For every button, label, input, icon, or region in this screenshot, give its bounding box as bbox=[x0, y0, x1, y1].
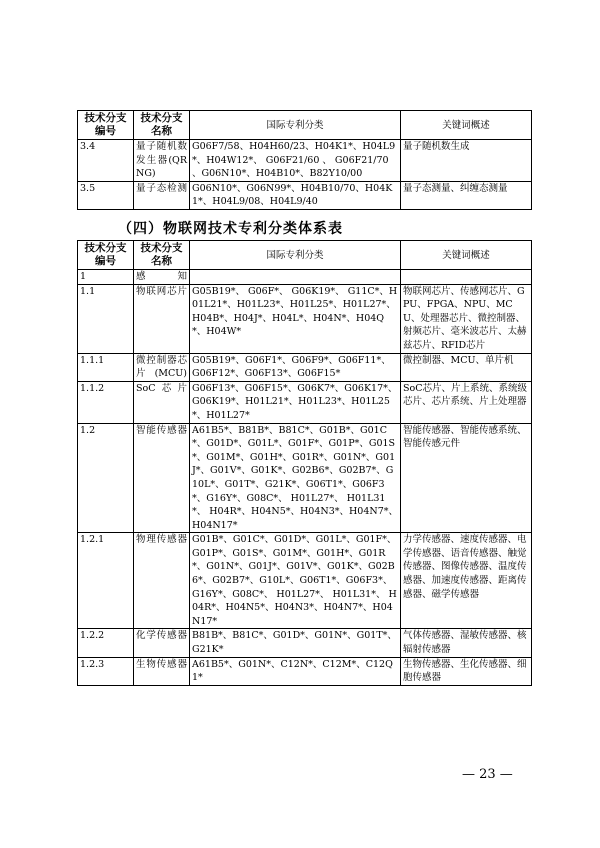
cell-branch-code: 1.2.1 bbox=[78, 533, 134, 629]
cell-branch-name: 微控制器芯片(MCU) bbox=[134, 353, 190, 381]
table-header-row bbox=[78, 111, 532, 140]
cell-branch-code: 1.1 bbox=[78, 284, 134, 353]
header-keywords: 关键词概述 bbox=[401, 111, 532, 140]
cell-branch-name: 量子态检测 bbox=[134, 181, 190, 209]
cell-keywords: 物联网芯片、传感网芯片、GPU、FPGA、NPU、MCU、处理器芯片、微控制器、射频芯片、毫米波芯片、太赫兹芯片、RFID芯片 bbox=[401, 284, 532, 353]
cell-branch-code: 1 bbox=[78, 270, 134, 285]
cell-branch-code: 1.2.2 bbox=[78, 629, 134, 657]
cell-keywords: SoC芯片、片上系统、系统级芯片、芯片系统、片上处理器 bbox=[401, 381, 532, 423]
cell-ipc: G05B19*、 G06F*、 G06K19*、 G11C*、H01L21*、H01L23*、H01L25*、H01L27*、H04B*、H04J*、H04L*、H04N*、H04Q*、H04W* bbox=[190, 284, 401, 353]
cell-branch-code: 1.2.3 bbox=[78, 657, 134, 685]
page-number: — 23 — bbox=[462, 767, 513, 782]
cell-ipc: G06F7/58、H04H60/23、H04K1*、H04L9*、H04W12*、 G06F21/60 、 G06F21/70 、G06N10*、H04B10*、B82Y10/00 bbox=[190, 140, 401, 182]
table-row bbox=[78, 181, 532, 209]
table-row bbox=[78, 381, 532, 423]
header-ipc: 国际专利分类 bbox=[190, 241, 401, 270]
cell-ipc: A61B5*、G01N*、C12N*、C12M*、C12Q1* bbox=[190, 657, 401, 685]
table-row bbox=[78, 270, 532, 285]
table-row bbox=[78, 629, 532, 657]
cell-keywords: 生物传感器、生化传感器、细胞传感器 bbox=[401, 657, 532, 685]
cell-branch-code: 1.2 bbox=[78, 423, 134, 533]
section-heading: （四）物联网技术专利分类体系表 bbox=[118, 221, 343, 237]
header-branch-name: 技术分支名称 bbox=[134, 111, 190, 140]
table-row bbox=[78, 353, 532, 381]
cell-branch-name: 生物传感器 bbox=[134, 657, 190, 685]
iot-table bbox=[77, 240, 532, 686]
table-row bbox=[78, 140, 532, 182]
table-row bbox=[78, 284, 532, 353]
quantum-table bbox=[77, 110, 532, 210]
cell-branch-code: 3.5 bbox=[78, 181, 134, 209]
cell-keywords: 力学传感器、速度传感器、电学传感器、语音传感器、触觉传感器、图像传感器、温度传感器、加速度传感器、距离传感器、磁学传感器 bbox=[401, 533, 532, 629]
cell-ipc: G01B*、G01C*、G01D*、G01L*、G01F*、G01P*、G01S*、G01M*、G01H*、G01R*、G01N*、G01J*、G01V*、G01K*、G02B6*、G02B7*、G10L*、G06T1*、G06F3*、G16Y*、G08C*、 H01L27*、 H01L31*、 H04R*、H04N5*、H04N3*、H04N7*、H04N17* bbox=[190, 533, 401, 629]
cell-ipc: G06F13*、G06F15*、G06K7*、G06K17*、G06K19*、H01L21*、H01L23*、H01L25*、H01L27* bbox=[190, 381, 401, 423]
cell-keywords bbox=[401, 270, 532, 285]
cell-keywords: 气体传感器、湿敏传感器、核辐射传感器 bbox=[401, 629, 532, 657]
cell-keywords: 智能传感器、智能传感系统、智能传感元件 bbox=[401, 423, 532, 533]
cell-branch-name: 感知 bbox=[134, 270, 190, 285]
cell-ipc: G05B19*、G06F1*、G06F9*、G06F11*、G06F12*、G06F13*、G06F15* bbox=[190, 353, 401, 381]
cell-branch-code: 3.4 bbox=[78, 140, 134, 182]
cell-branch-name: 物理传感器 bbox=[134, 533, 190, 629]
header-branch-name: 技术分支名称 bbox=[134, 241, 190, 270]
header-ipc: 国际专利分类 bbox=[190, 111, 401, 140]
cell-branch-name: 智能传感器 bbox=[134, 423, 190, 533]
cell-ipc: G06N10*、G06N99*、H04B10/70、H04K1*、H04L9/08、H04L9/40 bbox=[190, 181, 401, 209]
cell-branch-code: 1.1.2 bbox=[78, 381, 134, 423]
cell-branch-name: 量子随机数发生器(QRNG) bbox=[134, 140, 190, 182]
table-row bbox=[78, 533, 532, 629]
header-keywords: 关键词概述 bbox=[401, 241, 532, 270]
cell-ipc: B81B*、B81C*、G01D*、G01N*、G01T*、G21K* bbox=[190, 629, 401, 657]
table-header-row bbox=[78, 241, 532, 270]
cell-keywords: 量子随机数生成 bbox=[401, 140, 532, 182]
cell-branch-name: 化学传感器 bbox=[134, 629, 190, 657]
cell-ipc bbox=[190, 270, 401, 285]
cell-ipc: A61B5*、B81B*、B81C*、G01B*、G01C*、G01D*、G01L*、G01F*、G01P*、G01S*、G01M*、G01H*、G01R*、G01N*、G01J*、G01V*、G01K*、G02B6*、G02B7*、G10L*、G01T*、G21K*、G06T1*、G06F3*、G16Y*、G08C*、 H01L27*、 H01L31*、 H04R*、H04N5*、H04N3*、H04N7*、H04N17* bbox=[190, 423, 401, 533]
cell-branch-name: SoC芯片 bbox=[134, 381, 190, 423]
cell-keywords: 微控制器、MCU、单片机 bbox=[401, 353, 532, 381]
cell-branch-code: 1.1.1 bbox=[78, 353, 134, 381]
table-row bbox=[78, 657, 532, 685]
header-branch-code: 技术分支编号 bbox=[78, 241, 134, 270]
cell-branch-name: 物联网芯片 bbox=[134, 284, 190, 353]
header-branch-code: 技术分支编号 bbox=[78, 111, 134, 140]
table-row bbox=[78, 423, 532, 533]
cell-keywords: 量子态测量、纠缠态测量 bbox=[401, 181, 532, 209]
